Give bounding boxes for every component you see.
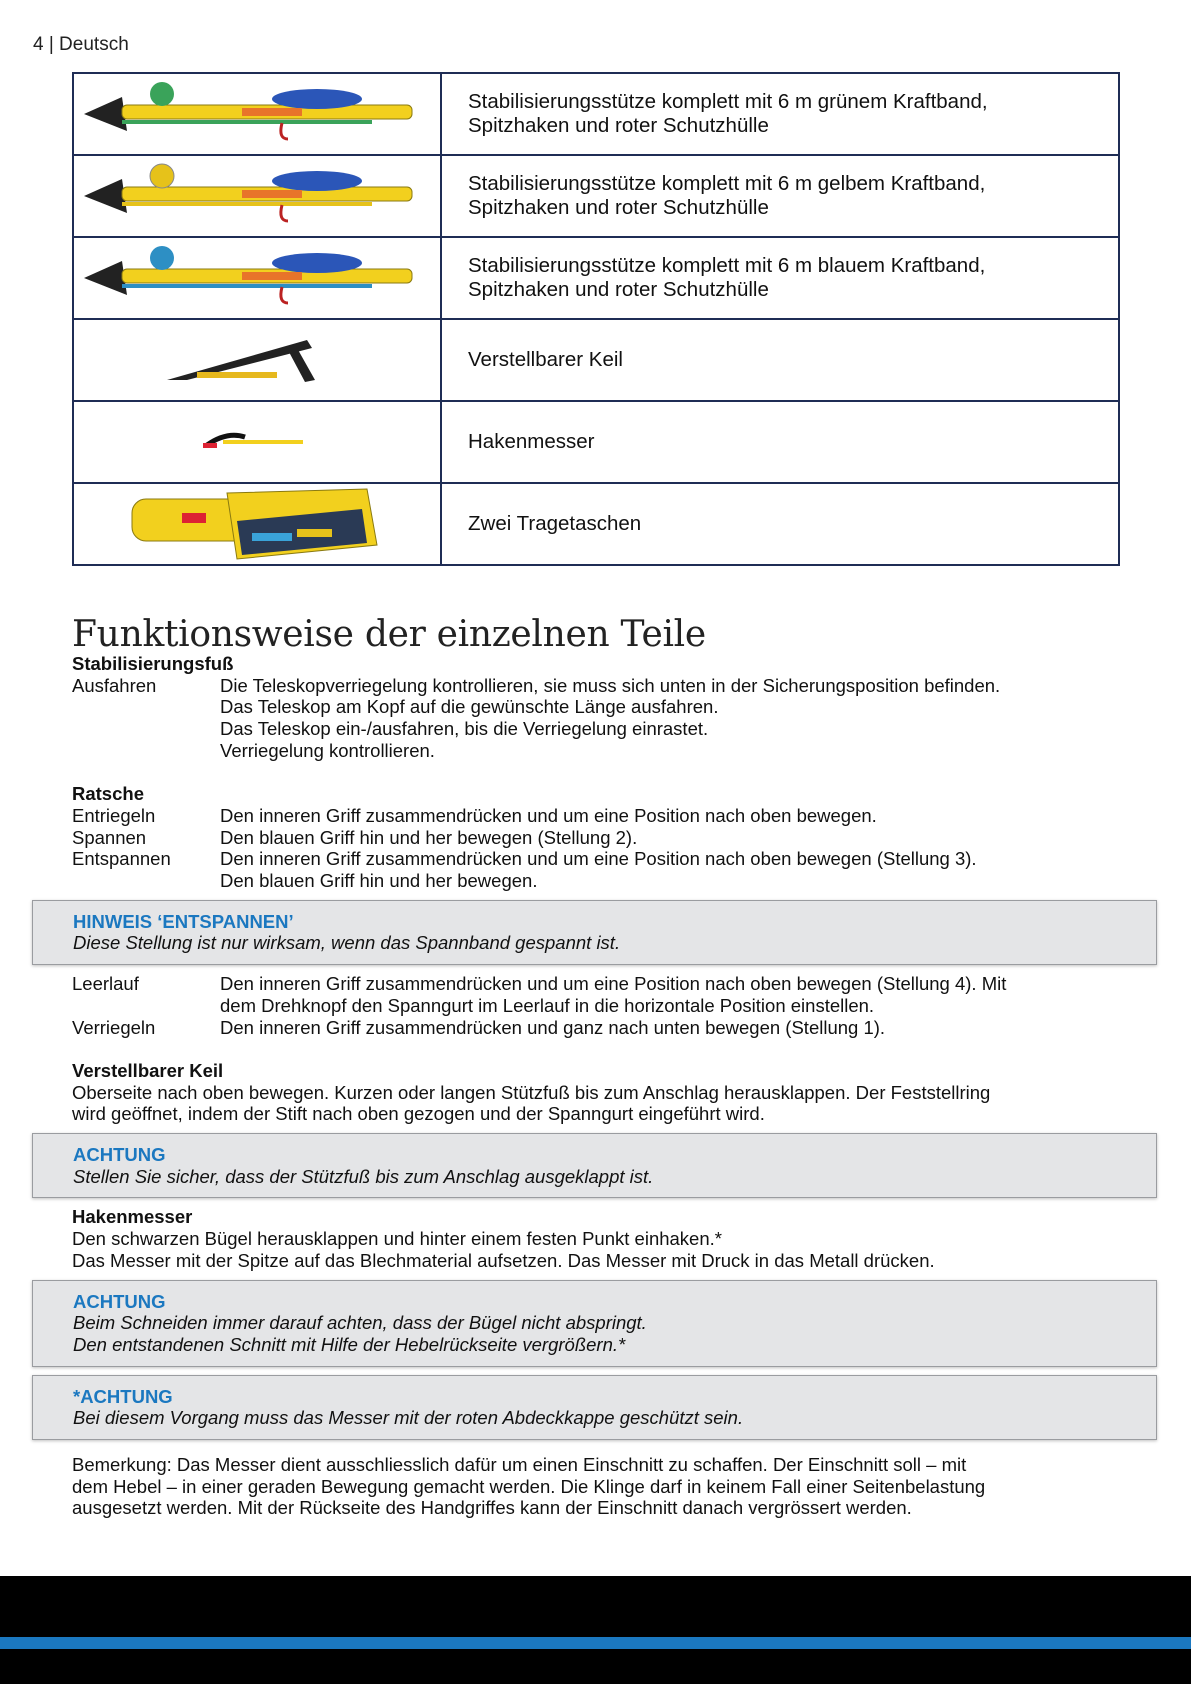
instruction-desc: Die Teleskopverriegelung kontrollieren, sie muss sich unten in der Sicherungsposition befinden. Das Teleskop am Kopf auf die gewünschte Länge ausfahren. Das Teleskop ein-/ausfahren, bis die Verriegelung einrastet. Verriegelung kontrollieren.: [220, 674, 1001, 761]
notice-title: ACHTUNG: [73, 1144, 166, 1166]
instruction-term: Verriegeln: [72, 1016, 156, 1038]
page-header: 4 | Deutsch: [33, 34, 129, 55]
notice-title: HINWEIS ‘ENTSPANNEN’: [73, 910, 294, 932]
subheading-ratsche: Ratsche: [72, 783, 144, 805]
instruction-desc: Den inneren Griff zusammendrücken und um eine Position nach oben bewegen (Stellung 4). Mit dem Drehknopf den Spanngurt im Leerlauf in die horizontale Position einstellen.: [220, 973, 1007, 1016]
part-description: Stabilisierungsstütze komplett mit 6 m grünem Kraftband, Spitzhaken und roter Schutzhülle: [441, 73, 1119, 155]
part-description: Stabilisierungsstütze komplett mit 6 m gelbem Kraftband, Spitzhaken und roter Schutzhülle: [441, 155, 1119, 237]
part-image-cell: [73, 319, 441, 401]
instruction-row: [72, 1017, 1122, 1039]
stabilizer-yellow-strap-image: [82, 161, 432, 231]
part-image-cell: [73, 73, 441, 155]
paragraph-hakenmesser: Den schwarzen Bügel herausklappen und hinter einem festen Punkt einhaken.* Das Messer mit der Spitze auf das Blechmaterial aufsetzen. Das Messer mit Druck in das Metall drücken.: [72, 1228, 935, 1271]
subheading-stabilisierungsfuss: Stabilisierungsfuß: [72, 653, 234, 674]
notice-body: Stellen Sie sicher, dass der Stützfuß bis zum Anschlag ausgeklappt ist.: [73, 1165, 654, 1187]
notice-body: Bei diesem Vorgang muss das Messer mit der roten Abdeckkappe geschützt sein.: [73, 1407, 744, 1429]
instruction-desc: Den inneren Griff zusammendrücken und um eine Position nach oben bewegen (Stellung 3). Den blauen Griff hin und her bewegen.: [220, 848, 977, 892]
notice-title: ACHTUNG: [73, 1290, 166, 1312]
table-row: [73, 155, 1119, 237]
instruction-desc: Den inneren Griff zusammendrücken und um eine Position nach oben bewegen.: [220, 804, 877, 826]
subheading-hakenmesser: Hakenmesser: [72, 1206, 193, 1228]
carry-bags-image: [127, 485, 387, 563]
part-image-cell: [73, 237, 441, 319]
table-row: [73, 237, 1119, 319]
instruction-row: [72, 675, 1122, 762]
notice-hakenmesser: [32, 1280, 1157, 1367]
notice-body: Beim Schneiden immer darauf achten, dass der Bügel nicht abspringt. Den entstandenen Schnitt mit Hilfe der Hebelrückseite vergrößern.*: [73, 1312, 647, 1355]
table-row: [73, 401, 1119, 483]
instruction-term: Ausfahren: [72, 674, 157, 696]
stabilizer-blue-strap-image: [82, 243, 432, 313]
part-image-cell: [73, 483, 441, 565]
instructions-content: [72, 653, 1122, 1519]
footer-accent-stripe: [0, 1637, 1191, 1649]
instruction-term: Spannen: [72, 826, 147, 848]
page-footer: [0, 1576, 1191, 1684]
instruction-term: Entspannen: [72, 848, 171, 870]
adjustable-wedge-image: [157, 330, 357, 390]
instruction-desc: Den blauen Griff hin und her bewegen (Stellung 2).: [220, 826, 638, 848]
notice-keil: [32, 1133, 1157, 1198]
stabilizer-green-strap-image: [82, 79, 432, 149]
part-image-cell: [73, 155, 441, 237]
part-description: Zwei Tragetaschen: [441, 483, 1119, 565]
notice-entspannen: [32, 900, 1157, 965]
subheading-verstellbarer-keil: Verstellbarer Keil: [72, 1059, 224, 1081]
table-row: [73, 483, 1119, 565]
instruction-term: Leerlauf: [72, 973, 139, 995]
notice-title: *ACHTUNG: [73, 1385, 173, 1407]
notice-star-achtung: [32, 1375, 1157, 1440]
paragraph-keil: Oberseite nach oben bewegen. Kurzen oder langen Stützfuß bis zum Anschlag herausklappen. Der Feststellring wird geöffnet, indem der Stift nach oben gezogen und der Spanngurt eingeführt wird.: [72, 1081, 991, 1125]
table-row: [73, 319, 1119, 401]
instruction-term: Entriegeln: [72, 804, 156, 826]
parts-table: [72, 72, 1120, 566]
instruction-row: [72, 848, 1122, 891]
instruction-row: [72, 973, 1122, 1016]
notice-body: Diese Stellung ist nur wirksam, wenn das Spannband gespannt ist.: [73, 932, 621, 954]
section-title: Funktionsweise der einzelnen Teile: [72, 614, 706, 655]
part-image-cell: [73, 401, 441, 483]
hook-knife-image: [187, 427, 327, 457]
instruction-row: [72, 805, 1122, 827]
part-description: Verstellbarer Keil: [441, 319, 1119, 401]
part-description: Stabilisierungsstütze komplett mit 6 m blauem Kraftband, Spitzhaken und roter Schutzhülle: [441, 237, 1119, 319]
remark-paragraph: Bemerkung: Das Messer dient ausschliesslich dafür um einen Einschnitt zu schaffen. Der Einschnitt soll – mit dem Hebel – in einer geraden Bewegung gemacht werden. Die Klinge darf in keinem Fall einer Seitenbelastung ausgesetzt werden. Mit der Rückseite des Handgriffes kann der Einschnitt danach vergrössert werden.: [72, 1454, 986, 1519]
part-description: Hakenmesser: [441, 401, 1119, 483]
instruction-desc: Den inneren Griff zusammendrücken und ganz nach unten bewegen (Stellung 1).: [220, 1016, 886, 1038]
table-row: [73, 73, 1119, 155]
instruction-row: [72, 827, 1122, 849]
